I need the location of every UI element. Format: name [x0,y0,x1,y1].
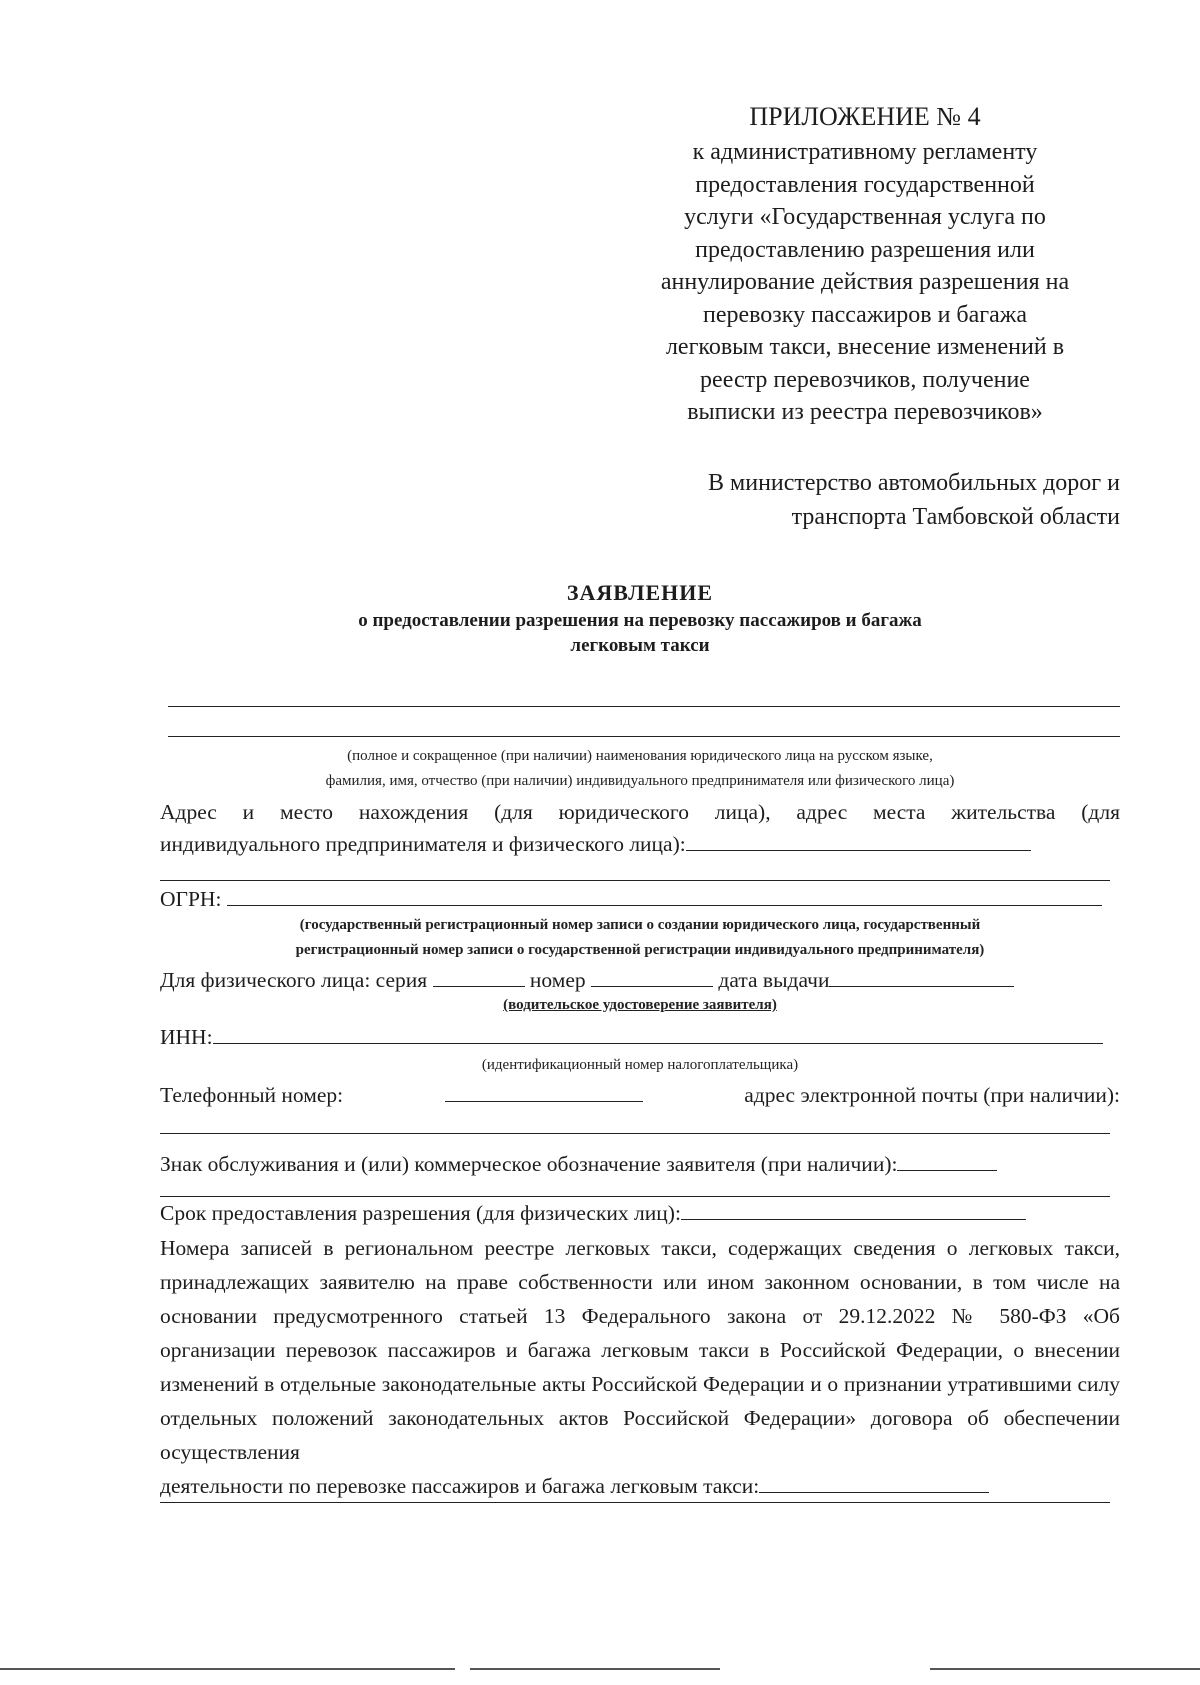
applicant-name-caption: (полное и сокращенное (при наличии) наименования юридического лица на русском языке, [347,748,933,764]
inn-label: ИНН: [160,1025,213,1049]
phone-row [160,1080,1120,1110]
address-line-2 [160,829,1120,859]
title-subtitle: о предоставлении разрешения на перевозку пассажиров и багажа [358,610,922,631]
ogrn-caption: (государственный регистрационный номер записи о создании юридического лица, государственный [299,917,981,933]
appendix-line: предоставления государственной [695,171,1035,198]
applicant-name-field[interactable] [168,736,1120,737]
term-row [160,1198,1120,1228]
appendix-line: аннулирование действия разрешения на [660,269,1070,295]
email-label: адрес электронной почты (при наличии): [744,1083,1120,1107]
number-label: номер [529,968,586,992]
recipient-line: транспорта Тамбовской области [791,504,1120,530]
email-field[interactable] [160,1133,1110,1134]
trademark-row [160,1149,1120,1179]
appendix-line: к административному регламенту [692,139,1038,165]
page-bottom-rule [930,1668,1200,1670]
page-bottom-rule [470,1668,720,1670]
appendix-line: легковым такси, внесение изменений в [665,334,1065,360]
appendix-line: предоставлению разрешения или [695,236,1035,263]
ogrn-row [160,884,1120,914]
registry-last-line [160,1469,1120,1503]
term-field[interactable] [681,1199,1026,1220]
registry-field-extra[interactable] [160,1502,1110,1503]
inn-caption: (идентификационный номер налогоплательщика) [481,1057,799,1073]
address-field-extra[interactable] [160,880,1110,881]
registry-paragraph [160,1231,1120,1503]
inn-field[interactable] [213,1023,1103,1044]
trademark-field-extra[interactable] [160,1196,1110,1197]
series-field[interactable] [433,966,525,987]
registry-label: деятельности по перевозке пассажиров и багажа легковым такси: [160,1474,760,1498]
applicant-name-caption: фамилия, имя, отчество (при наличии) индивидуального предпринимателя или физического лица) [325,773,955,789]
series-label: Для физического лица: серия [160,968,428,992]
number-field[interactable] [591,966,713,987]
document-title [160,578,1120,658]
individual-row [160,965,1120,995]
ogrn-field[interactable] [227,885,1102,906]
ogrn-caption: регистрационный номер записи о государственной регистрации индивидуального предпринимателя) [295,942,985,958]
page-bottom-rule [0,1668,455,1670]
trademark-label: Знак обслуживания и (или) коммерческое обозначение заявителя (при наличии): [160,1152,898,1176]
term-label: Срок предоставления разрешения (для физических лиц): [160,1201,681,1225]
appendix-line: реестр перевозчиков, получение [700,366,1030,393]
appendix-header [610,100,1120,429]
ogrn-label: ОГРН: [160,887,222,911]
registry-field[interactable] [759,1472,989,1493]
registry-text: Номера записей в региональном реестре легковых такси, содержащих сведения о легковых такси, принадлежащих заявителю на праве собственности или ином законном основании, в том числе на основании предусмотренного статьей 13 Федерального закона от 29.12.2022 № 580-ФЗ «Об организации перевозок пассажиров и багажа легковым такси в Российской Федерации, о внесении изменений в отдельные законодательные акты Российской Федерации и о признании утратившими силу отдельных положений законодательных актов Российской Федерации» договора об обеспечении осуществления [160,1236,1120,1464]
applicant-name-field[interactable] [168,706,1120,707]
recipient-line: В министерство автомобильных дорог и [708,470,1120,496]
appendix-line: услуги «Государственная услуга по [684,204,1046,230]
address-field[interactable] [686,830,1031,851]
issue-date-label: дата выдачи [718,968,830,992]
issue-date-field[interactable] [829,966,1014,987]
phone-label: Телефонный номер: [160,1083,344,1107]
phone-field[interactable] [445,1081,643,1102]
recipient-block [560,466,1120,534]
title-main: ЗАЯВЛЕНИЕ [566,580,714,605]
license-caption: (водительское удостоверение заявителя) [503,997,777,1013]
address-label: Адрес и место нахождения (для юридического лица), адрес места жительства (для [160,800,1120,824]
trademark-field[interactable] [897,1150,997,1171]
appendix-title: ПРИЛОЖЕНИЕ № 4 [749,102,981,131]
address-label-cont: индивидуального предпринимателя и физического лица): [160,832,686,856]
appendix-line: перевозку пассажиров и багажа [702,301,1028,328]
inn-row [160,1022,1120,1052]
appendix-line: выписки из реестра перевозчиков» [687,399,1043,425]
title-subtitle: легковым такси [570,635,710,656]
